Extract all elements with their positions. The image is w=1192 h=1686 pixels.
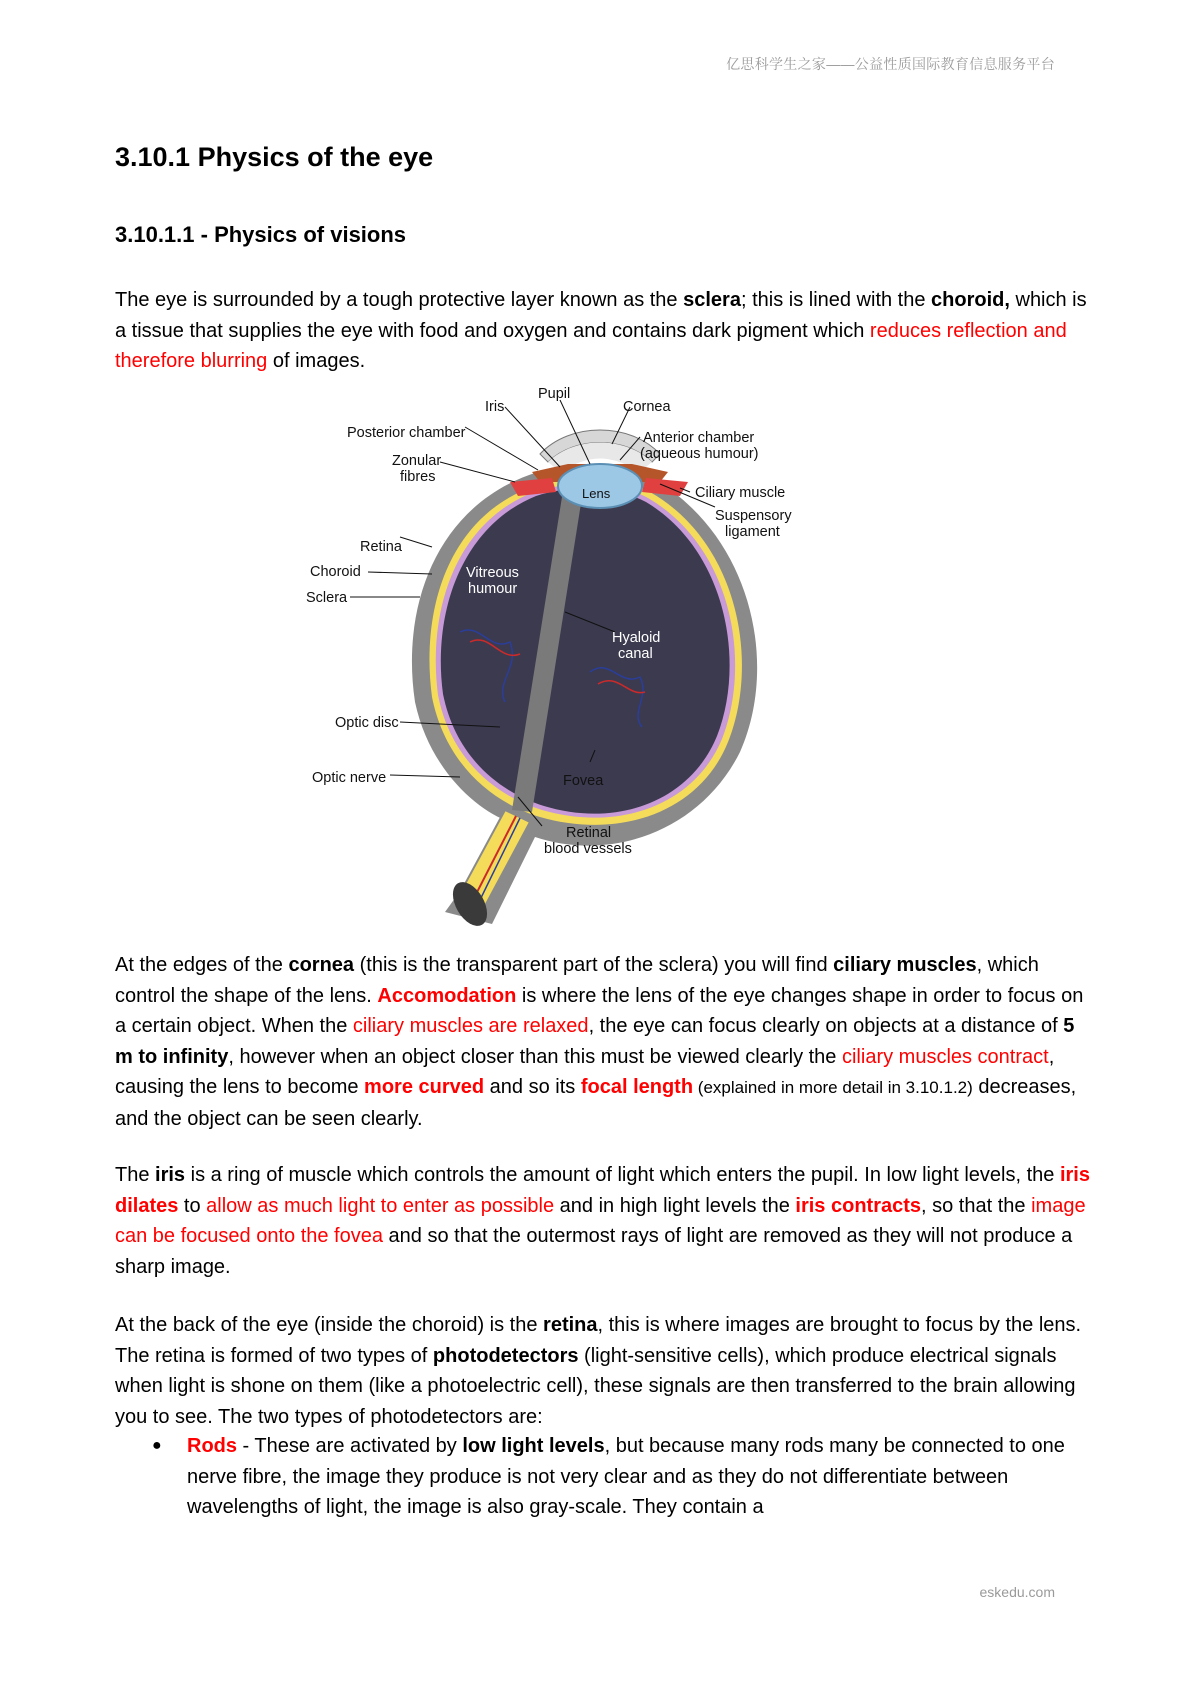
text: , the eye can focus clearly on objects at a distance of (588, 1015, 1064, 1037)
label-pupil: Pupil (538, 386, 571, 402)
label-choroid: Choroid (310, 564, 361, 580)
label-vitreous: Vitreous (466, 565, 519, 581)
text: ; this is lined with the (740, 289, 932, 311)
term-photodetectors: photodetectors (432, 1344, 579, 1367)
text: (this is the transparent part of the sclera) you will find (354, 954, 834, 976)
text: At the back of the eye (inside the choroid) is the (115, 1314, 544, 1336)
label-anterior-chamber: Anterior chamber (643, 430, 755, 446)
text: , causing the lens to become (115, 1045, 1055, 1098)
label-optic-nerve: Optic nerve (312, 770, 387, 786)
term-ciliary-muscles: ciliary muscles (833, 954, 977, 976)
label-retinal: Retinal (566, 825, 612, 841)
text: and in high light levels the (554, 1194, 796, 1217)
text: and so that the outermost rays of light are removed as they will not produce a sharp image. (115, 1225, 1073, 1278)
paragraph-sclera (115, 285, 1095, 377)
term-more-curved: more curved (364, 1076, 485, 1098)
text: and so its (484, 1076, 581, 1098)
term-choroid: choroid, (931, 289, 1010, 311)
text: - These are activated by (237, 1435, 463, 1457)
text: The (115, 1164, 156, 1186)
label-sclera: Sclera (306, 590, 348, 606)
label-zonular: Zonular (392, 453, 442, 469)
label-cornea: Cornea (623, 399, 671, 415)
text: , which control the shape of the lens. (115, 954, 1039, 1007)
label-optic-disc: Optic disc (335, 715, 399, 731)
label-ciliary-muscle: Ciliary muscle (695, 485, 786, 501)
label-iris: Iris (485, 399, 505, 415)
list-item (115, 1431, 1085, 1523)
term-iris-contracts: iris contracts (795, 1194, 922, 1217)
term-retina: retina (543, 1314, 598, 1336)
text: is where the lens of the eye changes shape in order to focus on a certain object. When the (115, 984, 1084, 1037)
label-hyaloid: Hyaloid (612, 630, 661, 646)
section-heading: 3.10.1.1 - Physics of visions (115, 222, 407, 247)
paragraph-retina (115, 1310, 1095, 1432)
term-iris: iris (155, 1164, 186, 1186)
highlight: ciliary muscles contract (841, 1045, 1049, 1068)
header-note: 亿思科学生之家——公益性质国际教育信息服务平台 (726, 56, 1055, 72)
text: , however when an object closer than this must be viewed clearly the (228, 1045, 842, 1068)
highlight: ciliary muscles are relaxed (352, 1015, 589, 1037)
footer-note: eskedu.com (979, 1584, 1055, 1600)
eye-diagram (306, 386, 880, 912)
text: which is a tissue that supplies the eye with food and oxygen and contains dark pigment which (115, 289, 1087, 342)
label-canal: canal (618, 646, 653, 662)
text: is a ring of muscle which controls the amount of light which enters the pupil. In low light levels, the (185, 1164, 1060, 1186)
label-ligament: ligament (725, 524, 780, 540)
text: , so that the (921, 1194, 1032, 1217)
page-title: 3.10.1 Physics of the eye (115, 142, 434, 172)
highlight: reduces reflection and therefore blurring (115, 319, 1067, 372)
cross-reference: (explained in more detail in 3.10.1.2) (693, 1078, 973, 1097)
term-distance: 5 m to infinity (115, 1015, 1075, 1068)
text: of images. (267, 350, 366, 372)
paragraph-iris (115, 1160, 1095, 1282)
photodetector-list (115, 1431, 1085, 1523)
label-posterior-chamber: Posterior chamber (347, 425, 466, 441)
term-focal-length: focal length (580, 1076, 694, 1098)
label-suspensory: Suspensory (715, 508, 792, 524)
term-sclera: sclera (683, 289, 741, 311)
text: The eye is surrounded by a tough protective layer known as the (115, 289, 684, 311)
term-iris-dilates: iris dilates (115, 1164, 1090, 1217)
text: At the edges of the (115, 954, 289, 976)
label-blood-vessels: blood vessels (544, 841, 632, 857)
term-accomodation: Accomodation (377, 984, 517, 1007)
label-retina: Retina (360, 539, 402, 555)
label-lens: Lens (582, 486, 611, 501)
text: decreases, and the object can be seen clearly. (115, 1076, 1077, 1130)
label-fovea: Fovea (563, 773, 604, 789)
term-low-light: low light levels (462, 1435, 605, 1457)
term-rods: Rods (187, 1435, 237, 1457)
text: (light-sensitive cells), which produce electrical signals when light is shone on them (like a photoelectric cell), these signals are then transferred to the brain allowing you to see. The two types of photodetectors are: (115, 1344, 1076, 1428)
paragraph-accommodation (115, 950, 1095, 1134)
text: , this is where images are brought to focus by the lens. The retina is formed of two types of (115, 1314, 1082, 1367)
text: , but because many rods many be connected to one nerve fibre, the image they produce is not very clear and as they do not differentiate between wavelengths of light, the image is also gray-scale. They contain a (187, 1435, 1065, 1518)
highlight: image can be focused onto the fovea (115, 1194, 1086, 1247)
label-humour: humour (468, 581, 518, 597)
term-cornea: cornea (288, 954, 355, 976)
text: to (178, 1194, 207, 1217)
highlight: allow as much light to enter as possible (206, 1194, 555, 1217)
vitreous-body (441, 488, 730, 813)
label-aqueous-humour: (aqueous humour) (640, 446, 759, 462)
label-fibres: fibres (400, 469, 436, 485)
